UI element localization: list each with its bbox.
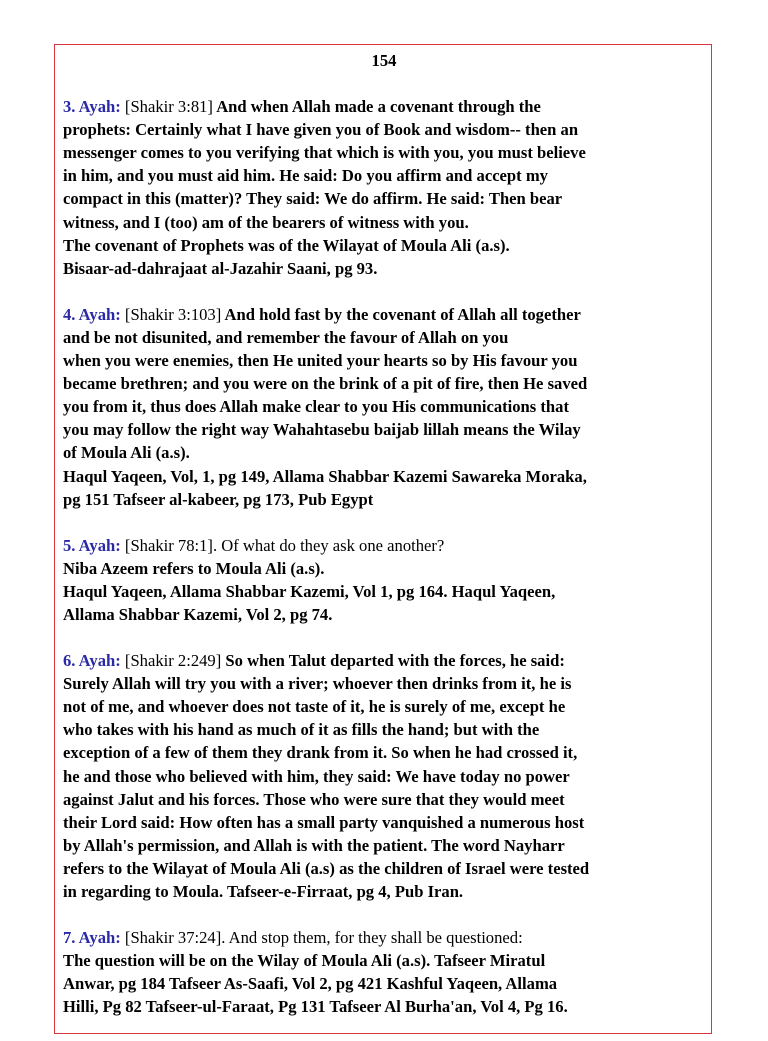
ayah-text: . And stop them, for they shall be questioned: [221,928,523,948]
page-content [63,49,711,1041]
ayah-text-line: Bisaar-ad-dahrajaat al-Jazahir Saani, pg 93. [63,258,378,278]
ayah-label: 3. Ayah: [63,97,121,117]
ayah-block [63,649,711,903]
ayah-text-line: became brethren; and you were on the brink of a pit of fire, then He saved [63,374,588,394]
ayah-label: 4. Ayah: [63,304,121,324]
ayah-text-line: The question will be on the Wilay of Moula Ali (a.s). Tafseer Miratul [63,951,546,971]
ayah-text-line: Anwar, pg 184 Tafseer As-Saafi, Vol 2, pg 421 Kashful Yaqeen, Allama [63,974,558,994]
ayah-text: And when Allah made a covenant through the [212,97,541,117]
ayah-block [63,534,711,626]
ayah-text-line: pg 151 Tafseer al-kabeer, pg 173, Pub Egypt [63,489,374,509]
ayah-label: 7. Ayah: [63,928,121,948]
ayah-text-line: Allama Shabbar Kazemi, Vol 2, pg 74. [63,604,333,624]
ayah-first-line [63,926,711,949]
shakir-reference: [Shakir 3:81] [120,97,213,117]
ayah-text-line: in him, and you must aid him. He said: Do you affirm and accept my [63,166,548,186]
ayah-text-line: you may follow the right way Wahahtasebu baijab lillah means the Wilay [63,420,581,440]
ayah-text-line: compact in this (matter)? They said: We do affirm. He said: Then bear [63,189,563,209]
ayah-text-line: he and those who believed with him, they said: We have today no power [63,766,570,786]
ayah-text-line: against Jalut and his forces. Those who were sure that they would meet [63,789,565,809]
ayah-text-line: Hilli, Pg 82 Tafseer-ul-Faraat, Pg 131 Tafseer Al Burha'an, Vol 4, Pg 16. [63,997,568,1017]
ayah-text-line: witness, and I (too) am of the bearers of witness with you. [63,212,469,232]
ayah-text-line: by Allah's permission, and Allah is with the patient. The word Nayharr [63,835,565,855]
ayah-label: 5. Ayah: [63,535,121,555]
ayah-block [63,95,711,280]
ayah-text: So when Talut departed with the forces, he said: [221,651,565,671]
ayah-label: 6. Ayah: [63,651,121,671]
ayah-first-line [63,534,711,557]
shakir-reference: [Shakir 37:24] [120,928,222,948]
ayah-text-line: Haqul Yaqeen, Vol, 1, pg 149, Allama Shabbar Kazemi Sawareka Moraka, [63,466,587,486]
ayah-text-line: and be not disunited, and remember the favour of Allah on you [63,327,509,347]
ayah-text-line: who takes with his hand as much of it as fills the hand; but with the [63,720,540,740]
ayah-first-line [63,95,711,118]
ayah-text-line: Haqul Yaqeen, Allama Shabbar Kazemi, Vol 1, pg 164. Haqul Yaqeen, [63,581,556,601]
shakir-reference: [Shakir 2:249] [120,651,222,671]
page-number: 154 [371,51,397,70]
ayah-text-line: of Moula Ali (a.s). [63,443,190,463]
shakir-reference: [Shakir 3:103] [120,304,222,324]
ayah-text-line: Surely Allah will try you with a river; whoever then drinks from it, he is [63,674,572,694]
ayah-text-line: when you were enemies, then He united your hearts so by His favour you [63,351,578,371]
ayah-block [63,926,711,1018]
ayah-text-line: messenger comes to you verifying that which is with you, you must believe [63,143,586,163]
ayah-text-line: The covenant of Prophets was of the Wilayat of Moula Ali (a.s). [63,235,510,255]
ayah-first-line [63,649,711,672]
ayah-text-line: exception of a few of them they drank from it. So when he had crossed it, [63,743,578,763]
ayah-text: And hold fast by the covenant of Allah all together [221,304,581,324]
ayah-text-line: not of me, and whoever does not taste of it, he is surely of me, except he [63,697,566,717]
ayah-text: . Of what do they ask one another? [212,535,445,555]
ayah-text-line: prophets: Certainly what I have given you of Book and wisdom-- then an [63,120,579,140]
ayah-text-line: you from it, thus does Allah make clear to you His communications that [63,397,569,417]
ayah-text-line: in regarding to Moula. Tafseer-e-Firraat, pg 4, Pub Iran. [63,882,464,901]
shakir-reference: [Shakir 78:1] [120,535,213,555]
ayah-text-line: their Lord said: How often has a small party vanquished a numerous host [63,812,585,832]
ayah-block [63,303,711,511]
ayah-first-line [63,303,711,326]
ayah-text-line: Niba Azeem refers to Moula Ali (a.s). [63,558,325,578]
ayah-text-line: refers to the Wilayat of Moula Ali (a.s) as the children of Israel were tested [63,858,590,878]
